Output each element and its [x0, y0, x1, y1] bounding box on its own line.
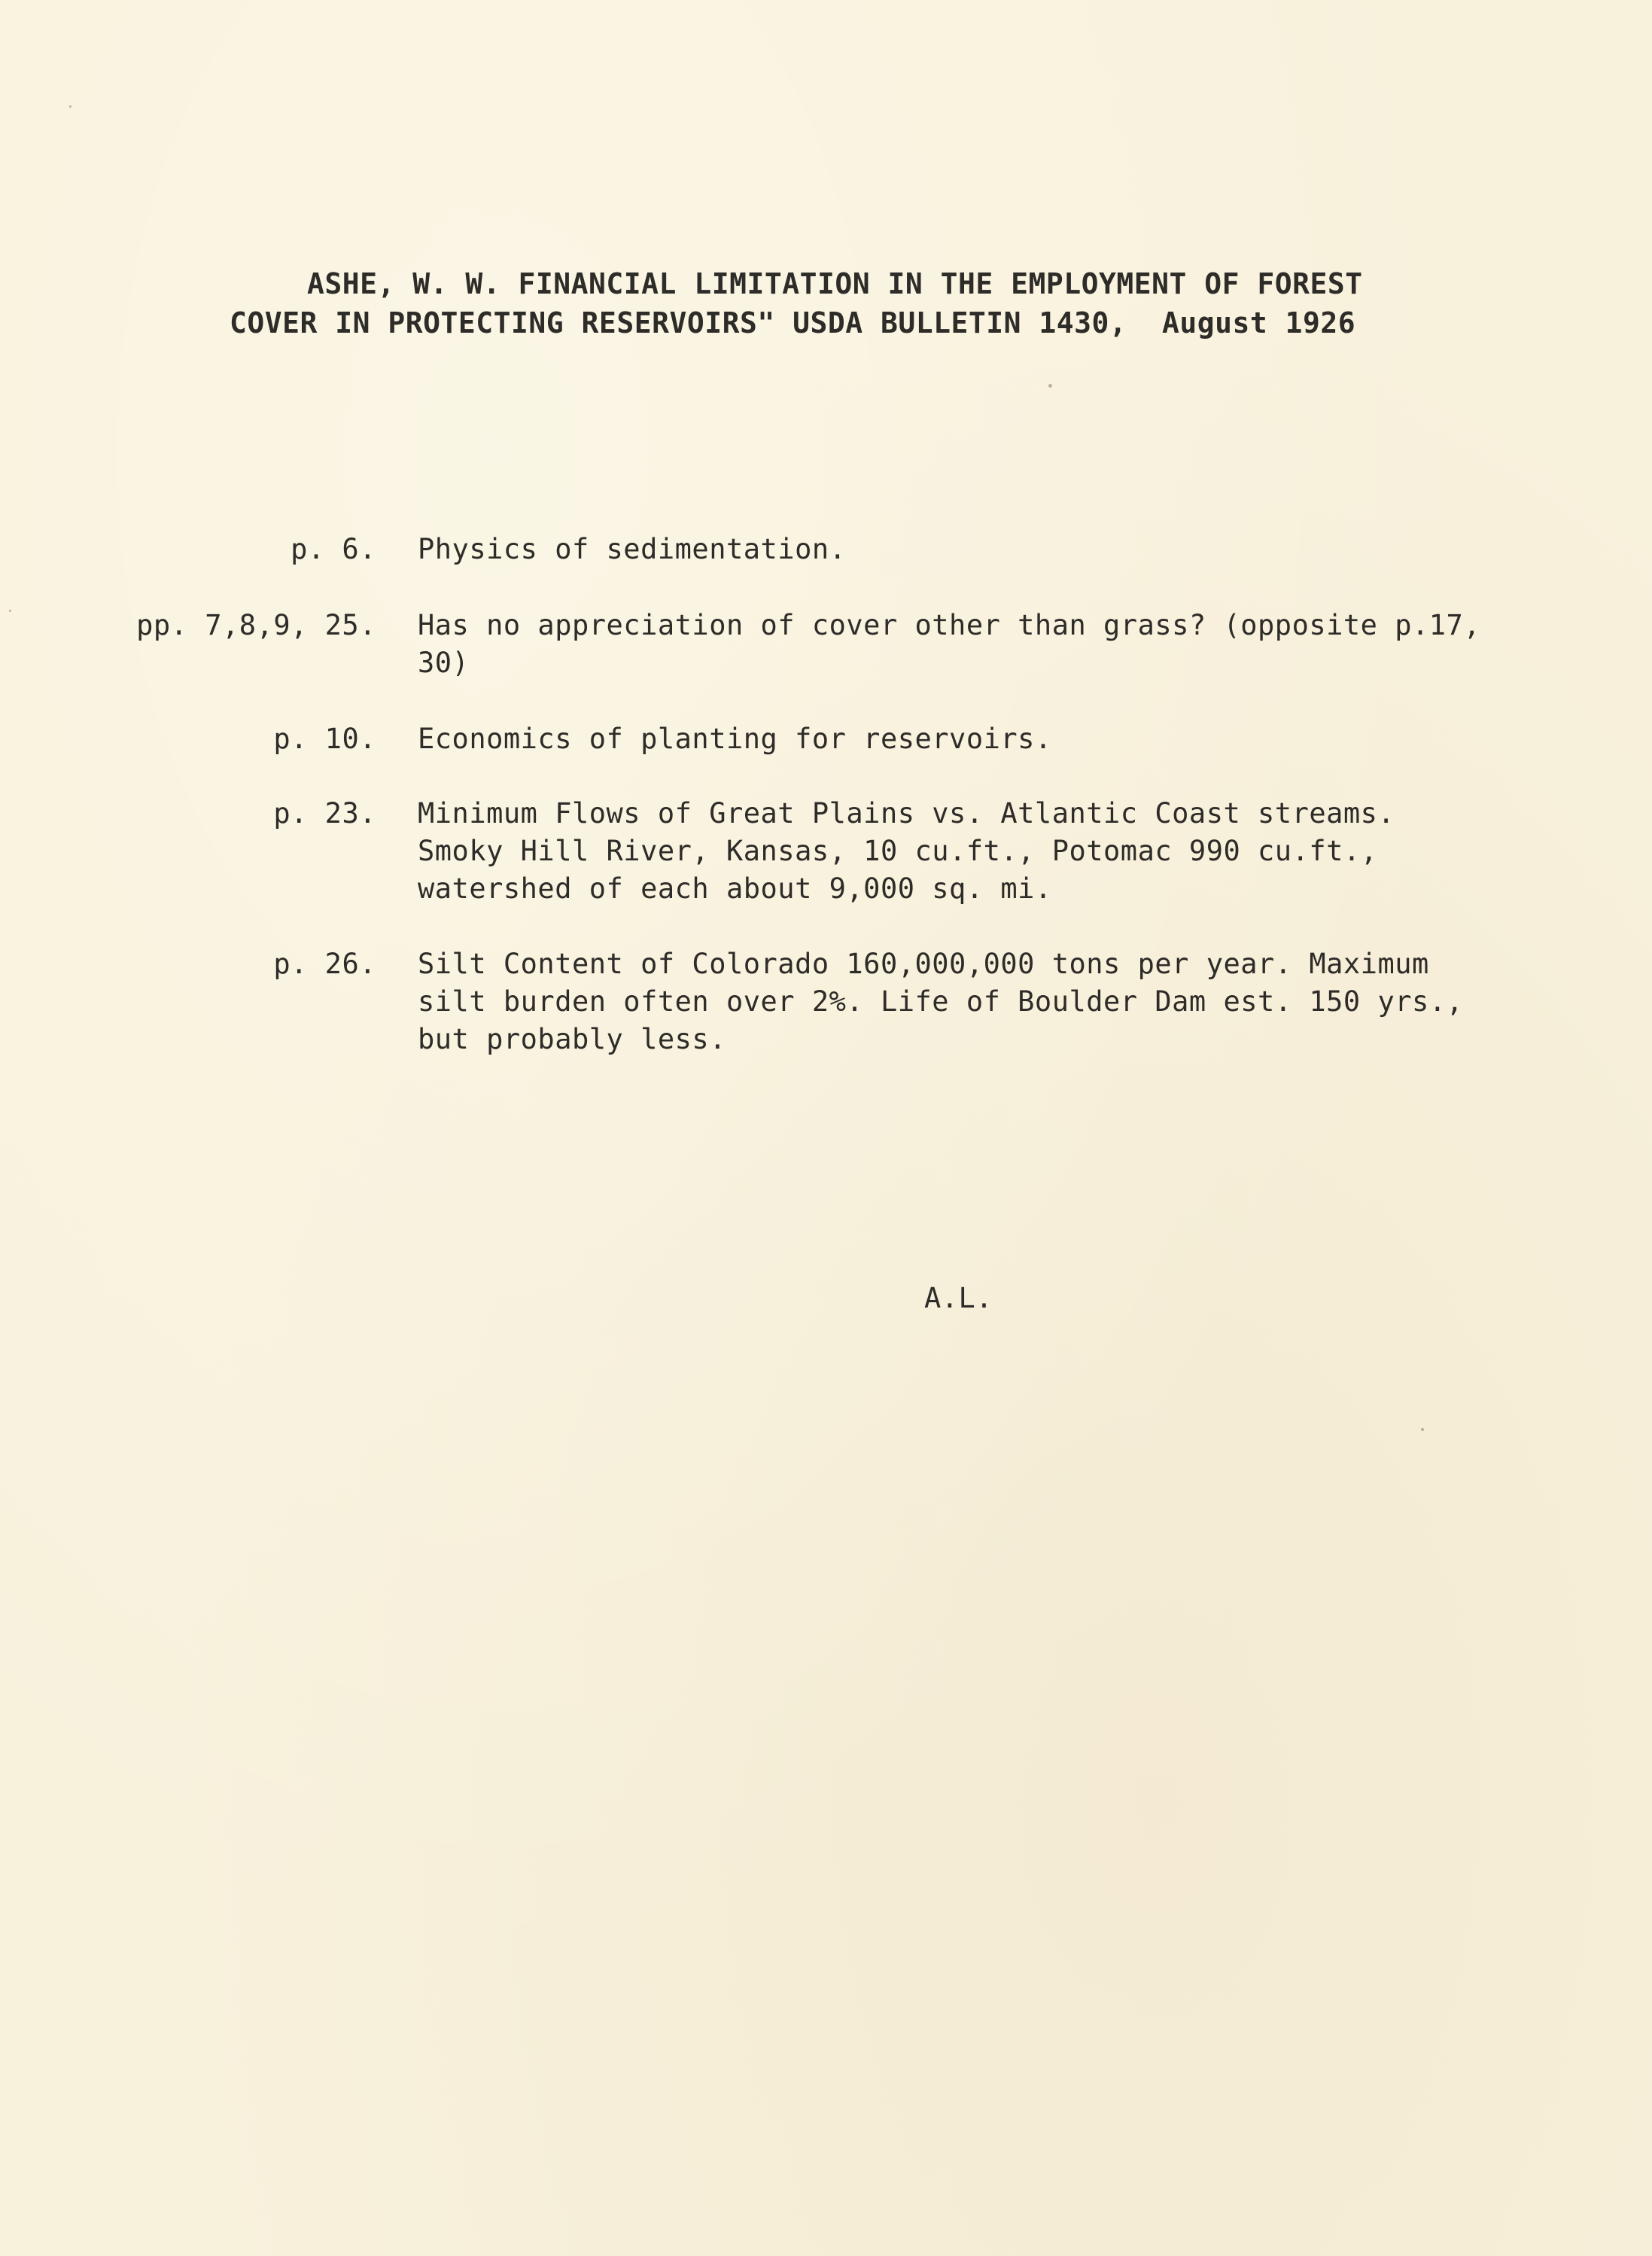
entry-page-ref: p. 10.: [273, 723, 376, 755]
entry-text: Economics of planting for reservoirs.: [418, 723, 1052, 755]
entry-text: Smoky Hill River, Kansas, 10 cu.ft., Potomac 990 cu.ft.,: [418, 835, 1378, 867]
title-line-2: COVER IN PROTECTING RESERVOIRS" USDA BULLETIN 1430, August 1926: [230, 306, 1356, 339]
entry-text: Silt Content of Colorado 160,000,000 tons per year. Maximum: [418, 948, 1429, 980]
entry-text: silt burden often over 2%. Life of Boulder Dam est. 150 yrs.,: [418, 985, 1464, 1018]
entry-page-ref: p. 26.: [273, 948, 376, 980]
entry-page-ref: pp. 7,8,9, 25.: [136, 609, 376, 641]
paper-speck: [1421, 1428, 1424, 1431]
paper-speck: [1048, 384, 1052, 388]
entry-page-ref: p. 23.: [273, 797, 376, 830]
paper-speck: [69, 105, 71, 108]
entry-text: Minimum Flows of Great Plains vs. Atlantic Coast streams.: [418, 797, 1395, 830]
author-initials: A.L.: [924, 1282, 993, 1314]
paper-speck: [9, 610, 11, 612]
entry-page-ref: p. 6.: [291, 533, 376, 565]
entry-text: 30): [418, 647, 470, 679]
entry-text: but probably less.: [418, 1023, 726, 1055]
entry-text: Physics of sedimentation.: [418, 533, 847, 565]
entry-text: watershed of each about 9,000 sq. mi.: [418, 872, 1052, 905]
title-line-1: ASHE, W. W. FINANCIAL LIMITATION IN THE EMPLOYMENT OF FOREST: [307, 267, 1363, 300]
entry-text: Has no appreciation of cover other than grass? (opposite p.17,: [418, 609, 1481, 641]
